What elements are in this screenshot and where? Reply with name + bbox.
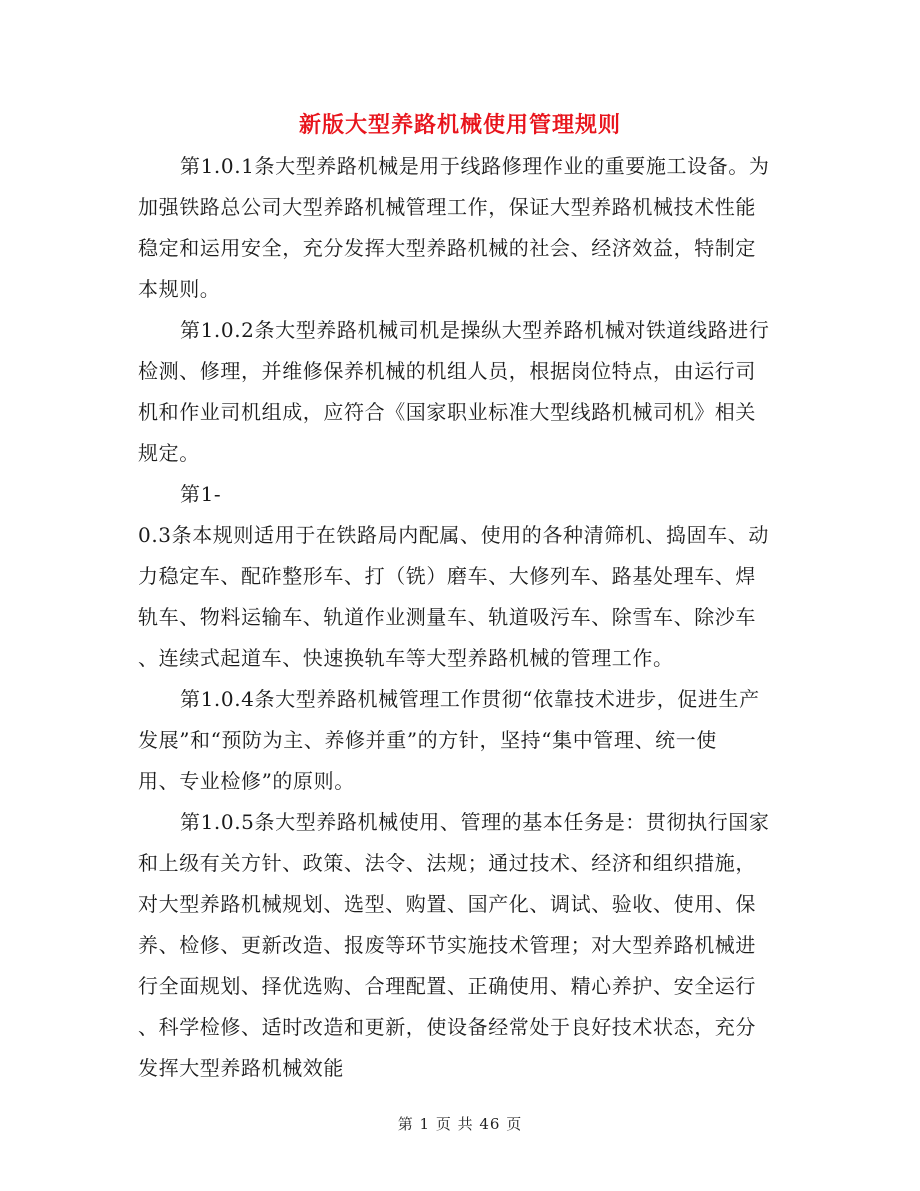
paragraph-2-line-4: 规定。: [138, 441, 200, 465]
paragraph-5-line-4: 养、检修、更新改造、报废等环节实施技术管理；对大型养路机械进: [138, 933, 756, 957]
paragraph-3-line-3: 力稳定车、配砟整形车、打（铣）磨车、大修列车、路基处理车、焊: [138, 564, 756, 588]
paragraph-5-line-5: 行全面规划、择优选购、合理配置、正确使用、精心养护、安全运行: [138, 974, 756, 998]
paragraph-5-line-3: 对大型养路机械规划、选型、购置、国产化、调试、验收、使用、保: [138, 892, 756, 916]
paragraph-3-line-2: 0.3条本规则适用于在铁路局内配属、使用的各种清筛机、捣固车、动: [138, 523, 770, 547]
paragraph-3-line-5: 、连续式起道车、快速换轨车等大型养路机械的管理工作。: [138, 646, 674, 670]
paragraph-3-line-1: 第1-: [180, 482, 222, 506]
paragraph-2-line-3: 机和作业司机组成，应符合《国家职业标准大型线路机械司机》相关: [138, 400, 756, 424]
paragraph-4-line-2: 发展”和“预防为主、养修并重”的方针，坚持“集中管理、统一使: [138, 728, 717, 752]
paragraph-1-line-4: 本规则。: [138, 277, 221, 301]
paragraph-5-line-2: 和上级有关方针、政策、法令、法规；通过技术、经济和组织措施，: [138, 851, 756, 875]
paragraph-1-line-3: 稳定和运用安全，充分发挥大型养路机械的社会、经济效益，特制定: [138, 236, 756, 260]
paragraph-1-line-2: 加强铁路总公司大型养路机械管理工作，保证大型养路机械技术性能: [138, 195, 756, 219]
paragraph-2-line-1: 第1.0.2条大型养路机械司机是操纵大型养路机械对铁道线路进行: [180, 318, 770, 342]
paragraph-4-line-1: 第1.0.4条大型养路机械管理工作贯彻“依靠技术进步，促进生产: [180, 687, 760, 711]
paragraph-4-line-3: 用、专业检修”的原则。: [138, 769, 355, 793]
paragraph-1-line-1: 第1.0.1条大型养路机械是用于线路修理作业的重要施工设备。为: [180, 154, 770, 178]
paragraph-5-line-1: 第1.0.5条大型养路机械使用、管理的基本任务是：贯彻执行国家: [180, 810, 770, 834]
paragraph-2-line-2: 检测、修理，并维修保养机械的机组人员，根据岗位特点，由运行司: [138, 359, 756, 383]
paragraph-5-line-6: 、科学检修、适时改造和更新，使设备经常处于良好技术状态，充分: [138, 1015, 756, 1039]
page-footer: 第 1 页 共 46 页: [397, 1115, 523, 1133]
paragraph-3-line-4: 轨车、物料运输车、轨道作业测量车、轨道吸污车、除雪车、除沙车: [138, 605, 756, 629]
document-title: 新版大型养路机械使用管理规则: [298, 112, 621, 138]
paragraph-5-line-7: 发挥大型养路机械效能: [138, 1056, 344, 1080]
